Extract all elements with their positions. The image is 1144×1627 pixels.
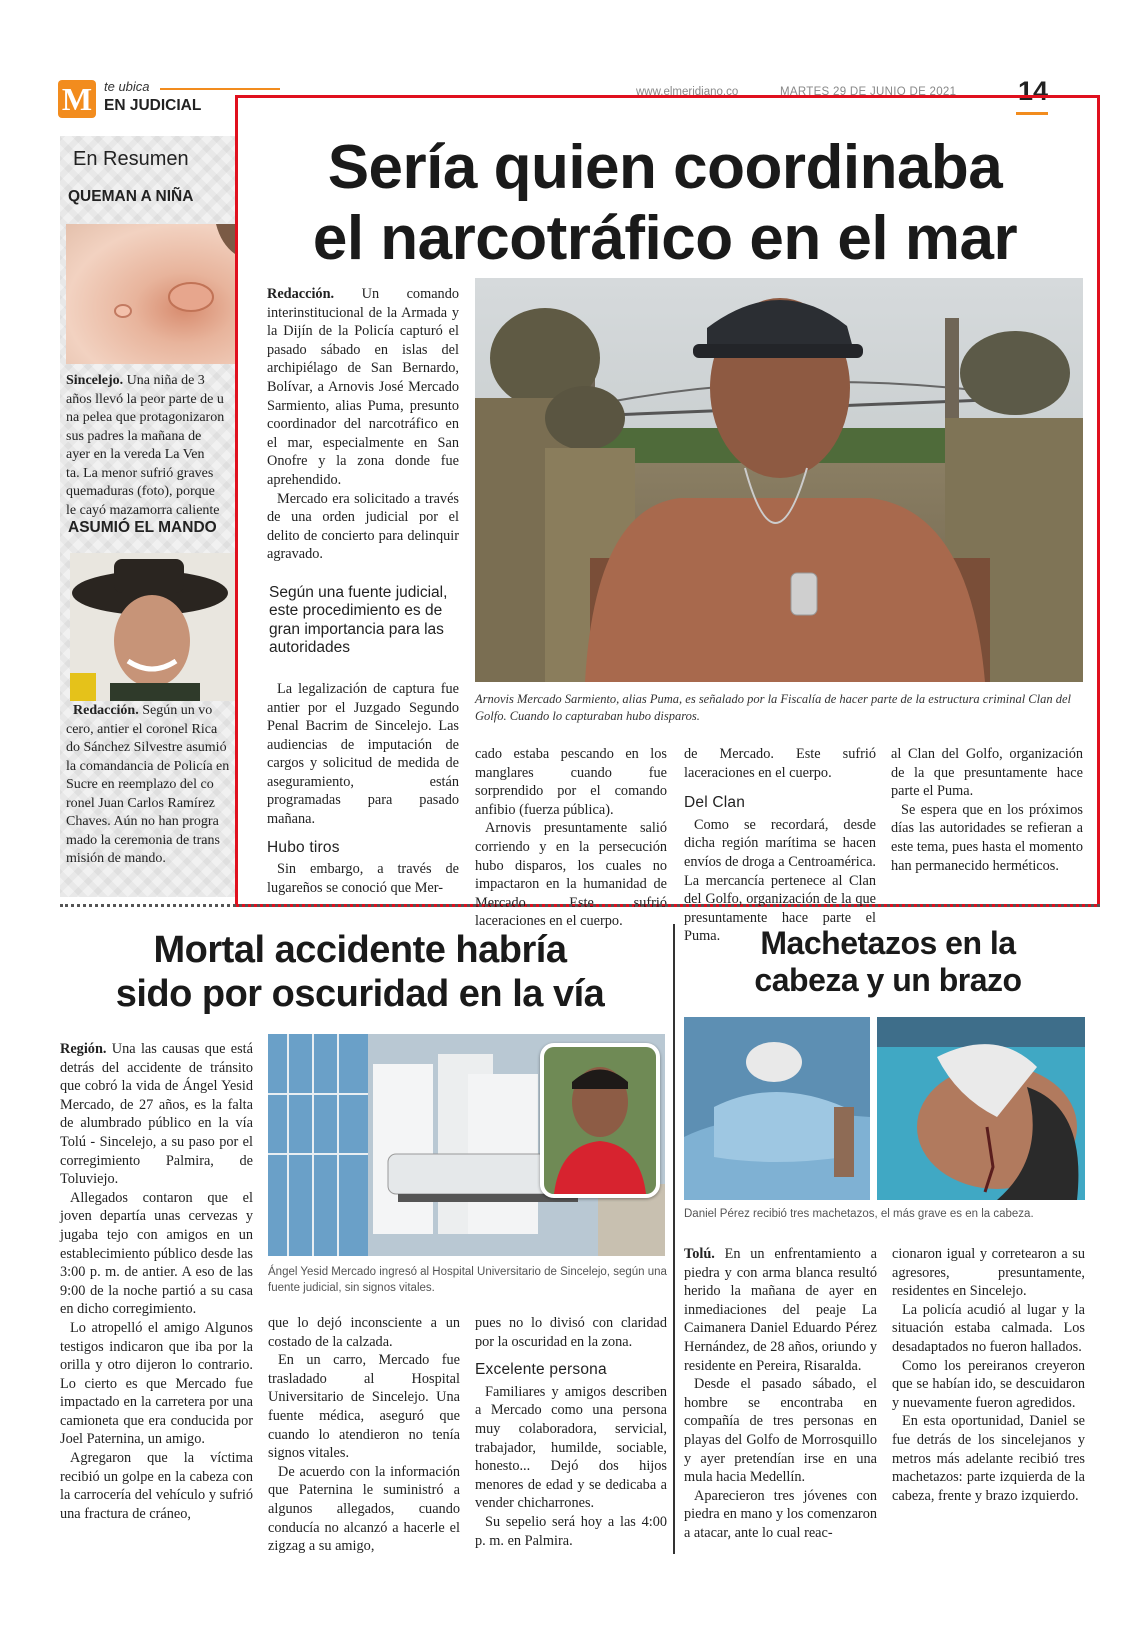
main-headline-line1: Sería quien coordinaba: [327, 133, 1003, 202]
sidebar-title: En Resumen: [73, 148, 189, 170]
colonel-photo: [70, 553, 235, 701]
main-pullquote: Según una fuente judicial, este procedimiento es de gran importancia para las autoridades: [269, 583, 448, 657]
main-headline-line2: el narcotráfico en el mar: [312, 204, 1018, 273]
capture-scene-icon: [475, 278, 1083, 682]
page-number: 14: [1018, 76, 1049, 106]
sidebar-story2-text: Redacción. Según un vo cero, antier el coronel Rica do Sánchez Silvestre asumió la comandancia de Policía en Sucre en reemplazo del co ronel Juan Carlos Ramírez Chaves. Aún no han progra mado la ceremonia de trans misión de mando.: [66, 703, 230, 866]
patient-photo-caption: Daniel Pérez recibió tres machetazos, el más grave es en la cabeza.: [684, 1208, 1034, 1220]
logo: M: [58, 80, 96, 118]
main-photo-caption: Arnovis Mercado Sarmiento, alias Puma, es señalado por la Fiscalía de hacer parte de la estructura criminal Clan del Golfo. Cuando lo capturaban hubo disparos.: [475, 692, 1071, 723]
main-story-column-4: al Clan del Golfo, organización de la que presuntamente hace parte el Puma. Se espera que en los próximos días las autoridades se refieran a este tema, pues hasta el momento han permanecido herméticos.: [891, 746, 1083, 874]
main-story-column-3: de Mercado. Este sufrió laceraciones en el cuerpo. Del Clan Como se recordará, desde dicha región marítima se hacen envíos de droga a Centroamérica. La mercancía pertenece al Clan del Golfo, organización de la que presuntamente hace parte el Puma.: [684, 746, 876, 945]
sidebar-story1-text: Sincelejo. Una niña de 3 años llevó la peor parte de u na pelea que protagonizaron sus padres la mañana de ayer en la vereda La Ven ta. La menor sufrió graves quemaduras (foto), porque le cayó mazamorra caliente: [66, 373, 225, 518]
burn-photo: [66, 224, 235, 364]
sidebar-story1-heading: QUEMAN A NIÑA: [68, 188, 194, 205]
victim-portrait-photo: [540, 1043, 660, 1198]
story2-column-3: pues no lo divisó con claridad por la oscuridad en la zona. Excelente persona Familiares y amigos describen a Mercado como una persona muy colaboradora, servicial, trabajador, humilde, sociable, honesto... Dejó dos hijos menores de edad y se dedicaba a vender chicharrones. Su sepelio será hoy a las 4:00 p. m. en Palmira.: [475, 1315, 667, 1549]
patient-lying-icon: [684, 1017, 870, 1200]
story3-column-2: cionaron igual y corretearon a su agresores, presuntamente, residentes en Sincelejo. La policía acudió al lugar y la situación estaba calmada. Los desadaptados no fueron hallados. Como los pereiranos creyeron que se habían ido, se descuidaron y nuevamente fueron agredidos. En esta oportunidad, Daniel se fue detrás de los sincelejanos y metros más adelante recibió tres machetazos: parte izquierda de la cabeza, frente y brazo izquierdo.: [892, 1246, 1085, 1504]
story2-subhead-excelente: Excelente persona: [475, 1361, 607, 1379]
section-name: EN JUDICIAL: [104, 97, 202, 114]
main-story-column-2: cado estaba pescando en los manglares cuando fue sorprendido por el comando anfibio (fuerza pública). Arnovis presuntamente salió corriendo y en la persecución hubo disparos, los cuales no impactaron en la humanidad de Mercado. Este sufrió laceraciones en el cuerpo.: [475, 746, 667, 930]
story2-headline-line2: sido por oscuridad en la vía: [115, 973, 605, 1015]
patient-photo-1: [684, 1017, 870, 1200]
burn-wound-icon: [66, 224, 235, 364]
story2-column-2: que lo dejó inconsciente a un costado de la calzada. En un carro, Mercado fue trasladado al Hospital Universitario de Sincelejo. Una fuente médica, aseguró que cuando lo atendieron no tenía signos vitales. De acuerdo con la información que Paternina le suministró a algunos allegados, cuando conducía no alcanzó a hacerle el zigzag a su amigo,: [268, 1315, 460, 1555]
section-kicker-rule: [160, 88, 280, 90]
puma-capture-photo: [475, 278, 1083, 682]
main-para-4-start: Sin embargo, a través de lugareños se conoció que Mer-: [267, 861, 459, 896]
section-kicker: te ubica: [104, 79, 150, 94]
date-label: MARTES 29 DE JUNIO DE 2021: [780, 86, 957, 98]
story3-headline-line2: cabeza y un brazo: [754, 962, 1022, 998]
main-subhead-del-clan: Del Clan: [684, 794, 746, 812]
hospital-photo-caption: Ángel Yesid Mercado ingresó al Hospital Universitario de Sincelejo, según una fuente judicial, sin signos vitales.: [268, 1266, 667, 1294]
sidebar-story2-heading: ASUMIÓ EL MANDO: [68, 519, 217, 536]
patient-photo-2: [877, 1017, 1085, 1200]
victim-portrait-icon: [544, 1047, 656, 1194]
colonel-portrait-icon: [70, 553, 235, 701]
sidebar-en-resumen: [60, 136, 235, 897]
main-story-column-1: Redacción. Un comando interinstitucional de la Armada y la Dijín de la Policía capturó el pasado sábado en islas del archipiélago de San Bernardo, Bolívar, a Arnovis José Mercado Sarmiento, alias Puma, presunto coordinador del narcotráfico en el mar, especialmente en San Onofre y la zona donde fue aprehendido. Mercado era solicitado a través de una orden judicial por el delito de concierto para delinquir agravado. Según una fuente judicial, este procedimiento es de gran importancia para las autoridades La legalización de captura fue antier por el Juzgado Segundo Penal Bacrim de Sincelejo. Las audiencias de imputación de cargos y solicitud de medida de aseguramiento, están programadas para pasado mañana. Hubo tiros Sin embargo, a través de lugareños se conoció que Mer-: [267, 286, 459, 896]
main-subhead-hubo-tiros: Hubo tiros: [267, 838, 340, 856]
column-divider: [673, 924, 675, 1554]
story3-column-1: Tolú. En un enfrentamiento a piedra y con arma blanca resultó herido la mañana de ayer en inmediaciones del peaje La Caimanera Daniel Eduardo Pérez Hernández, de 28 años, oriundo y residente en Pereira, Risaralda. Desde el pasado sábado, el hombre se encontraba en compañía de tres personas en playas del Golfo de Morrosquillo y ayer pretendían irse en una mula hacia Medellín. Aparecieron tres jóvenes con piedra en mano y los comenzaron a atacar, ante lo cual reac-: [684, 1246, 877, 1541]
patient-wound-icon: [877, 1017, 1085, 1200]
website-label: www.elmeridiano.co: [636, 86, 739, 98]
story2-headline-line1: Mortal accidente habría: [153, 929, 567, 971]
story2-column-1: Región. Una las causas que está detrás del accidente de tránsito que cobró la vida de Ángel Yesid Mercado, de 27 años, es la falta de alumbrado público en la vía Tolú - Sincelejo, a su paso por el corregimiento Palmira, de Toluviejo. Allegados contaron que el joven departía unas cervezas y jugaba tejo con amigos en un establecimiento público desde las 3:00 p. m. de antier. A eso de las 9:00 de la noche partió a su casa en dicho corregimiento. Lo atropelló el amigo Algunos testigos indicaron que iba por la orilla y otro dijeron lo contrario. Lo cierto es que Mercado fue impactado en la carretera por una camioneta que era conducida por Joel Paternina, un amigo. Agregaron que la víctima recibió un golpe en la cabeza con la carrocería del vehículo y sufrió una fractura de cráneo,: [60, 1041, 253, 1522]
story3-headline-line1: Machetazos en la: [760, 925, 1016, 961]
section-divider: [60, 904, 1100, 908]
